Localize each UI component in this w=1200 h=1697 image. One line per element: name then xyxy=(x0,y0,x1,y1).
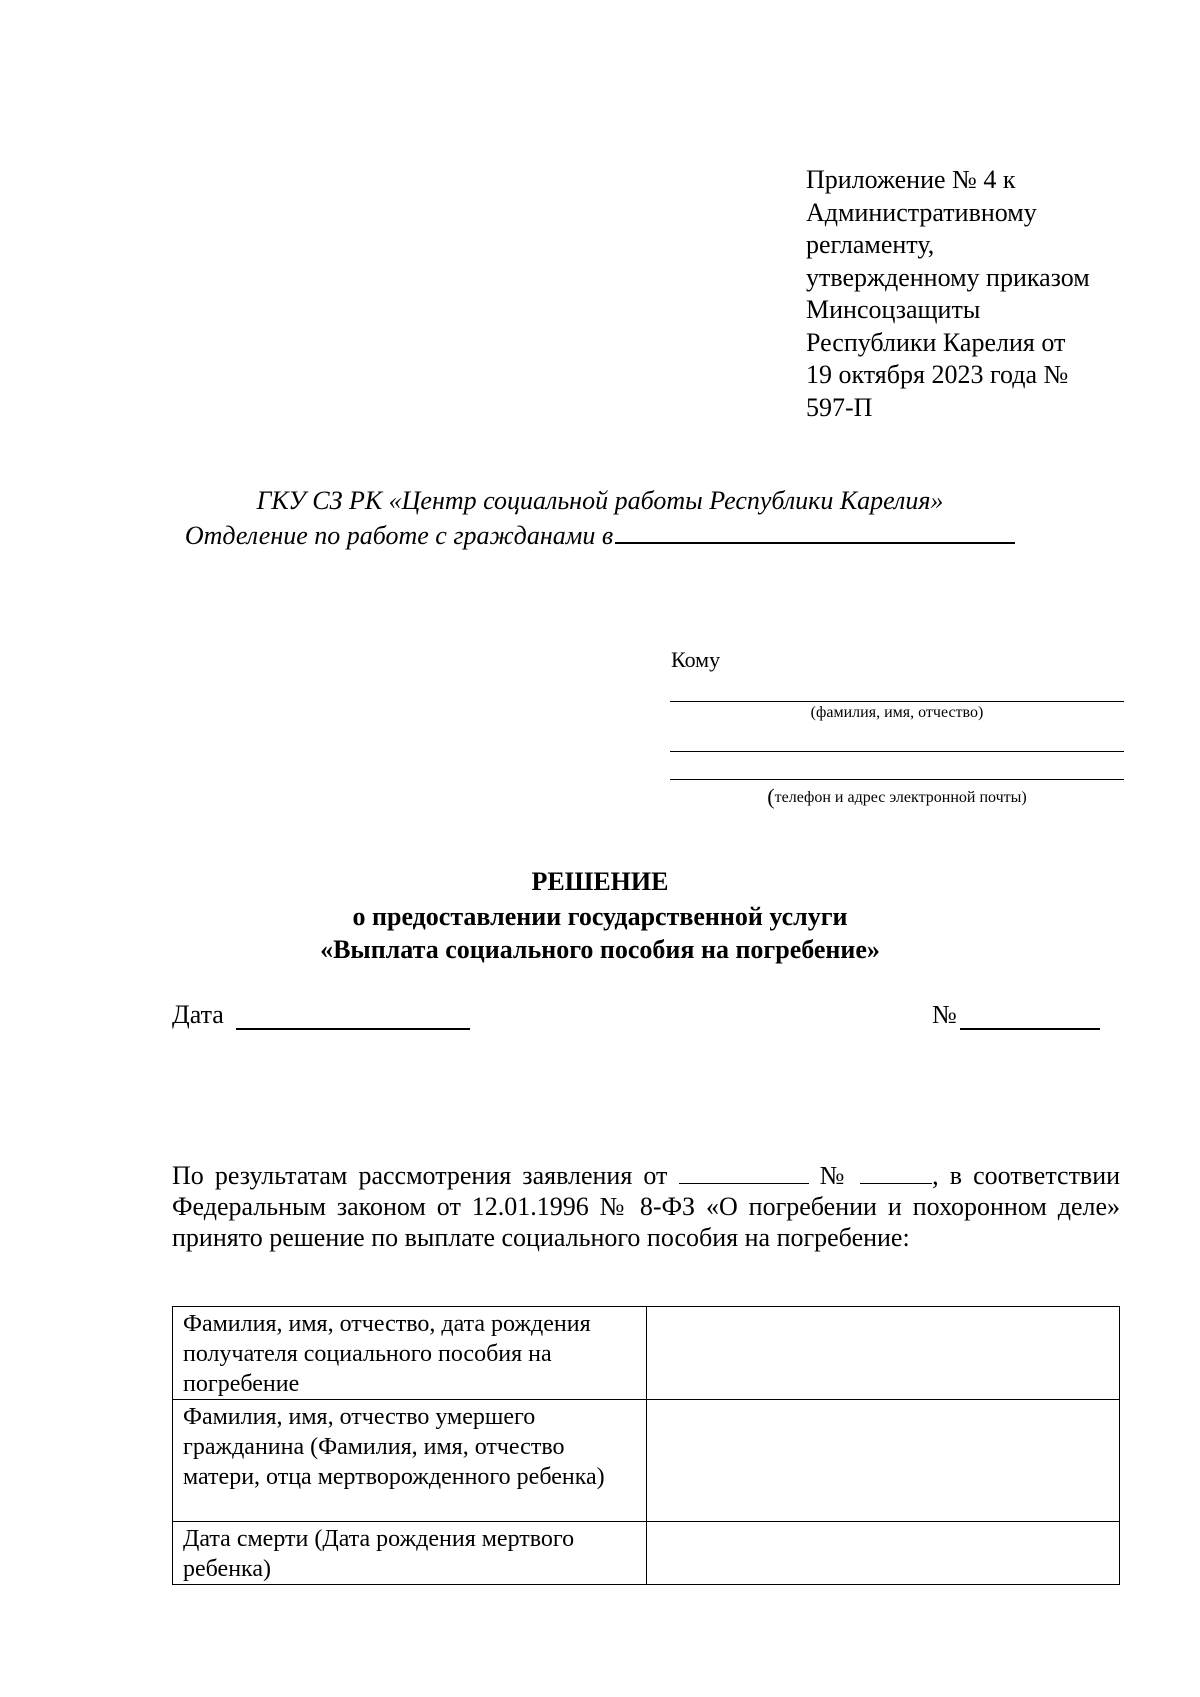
table-row xyxy=(173,1307,1120,1400)
table-value-cell[interactable] xyxy=(647,1400,1120,1522)
organization-name: ГКУ СЗ РК «Центр социальной работы Республики Карелия» xyxy=(256,486,944,515)
appendix-line: Приложение № 4 к xyxy=(806,165,1016,194)
application-date-blank[interactable] xyxy=(679,1163,809,1184)
decision-title: РЕШЕНИЕ xyxy=(531,867,669,896)
appendix-line: Республики Карелия от xyxy=(806,327,1066,357)
contact-hint-paren: ( xyxy=(767,784,775,809)
number-label: № xyxy=(932,1000,957,1029)
date-field[interactable] xyxy=(236,1028,470,1030)
recipient-contact-line-1[interactable] xyxy=(670,751,1124,752)
recipient-name-hint: (фамилия, имя, отчество) xyxy=(810,704,984,721)
table-row xyxy=(173,1400,1120,1522)
body-line-1-tail: , в соответствии xyxy=(932,1161,1121,1190)
date-label: Дата xyxy=(172,1000,224,1029)
table-label-cell: Дата смерти (Дата рождения мертвого ребенка) xyxy=(173,1522,647,1585)
department-line xyxy=(0,518,1200,553)
decision-subtitle-2: «Выплата социального пособия на погребение» xyxy=(320,935,880,964)
recipient-name-line[interactable] xyxy=(670,701,1124,702)
appendix-line: утвержденному приказом xyxy=(806,262,1090,292)
appendix-block xyxy=(806,164,1136,424)
recipient-contact-line-2[interactable] xyxy=(670,779,1124,780)
contact-hint-text: телефон и адрес электронной почты) xyxy=(774,789,1027,806)
appendix-line: регламенту, xyxy=(806,230,935,259)
decision-body xyxy=(172,1160,1120,1253)
body-line-1 xyxy=(172,1160,1120,1191)
number-field[interactable] xyxy=(960,1028,1100,1030)
table-value-cell[interactable] xyxy=(647,1307,1120,1400)
table-value-cell[interactable] xyxy=(647,1522,1120,1585)
body-line-3: принято решение по выплате социального пособия на погребение: xyxy=(172,1223,910,1252)
body-line-2: Федеральным законом от 12.01.1996 № 8-ФЗ «О погребении и похоронном деле» xyxy=(172,1192,1120,1221)
table-row xyxy=(173,1522,1120,1585)
decision-subtitle-1: о предоставлении государственной услуги xyxy=(352,902,848,931)
appendix-line: 19 октября 2023 года № xyxy=(806,360,1069,389)
decision-info-table xyxy=(172,1306,1120,1585)
table-label-cell: Фамилия, имя, отчество, дата рождения получателя социального пособия на погребение xyxy=(173,1307,647,1400)
department-blank-field[interactable] xyxy=(615,518,1015,544)
appendix-line: Административному xyxy=(806,197,1037,227)
application-number-blank[interactable] xyxy=(860,1163,932,1184)
to-label: Кому xyxy=(671,647,721,672)
body-line-1-text: По результатам рассмотрения заявления от xyxy=(172,1161,668,1190)
appendix-line: 597-П xyxy=(806,392,873,422)
table-label-cell: Фамилия, имя, отчество умершего гражданина (Фамилия, имя, отчество матери, отца мертворожденного ребенка) xyxy=(173,1400,647,1522)
appendix-line: Минсоцзащиты xyxy=(806,295,981,324)
body-number-sign: № xyxy=(819,1161,850,1190)
recipient-contact-hint xyxy=(670,784,1124,810)
department-label: Отделение по работе с гражданами в xyxy=(184,521,614,550)
